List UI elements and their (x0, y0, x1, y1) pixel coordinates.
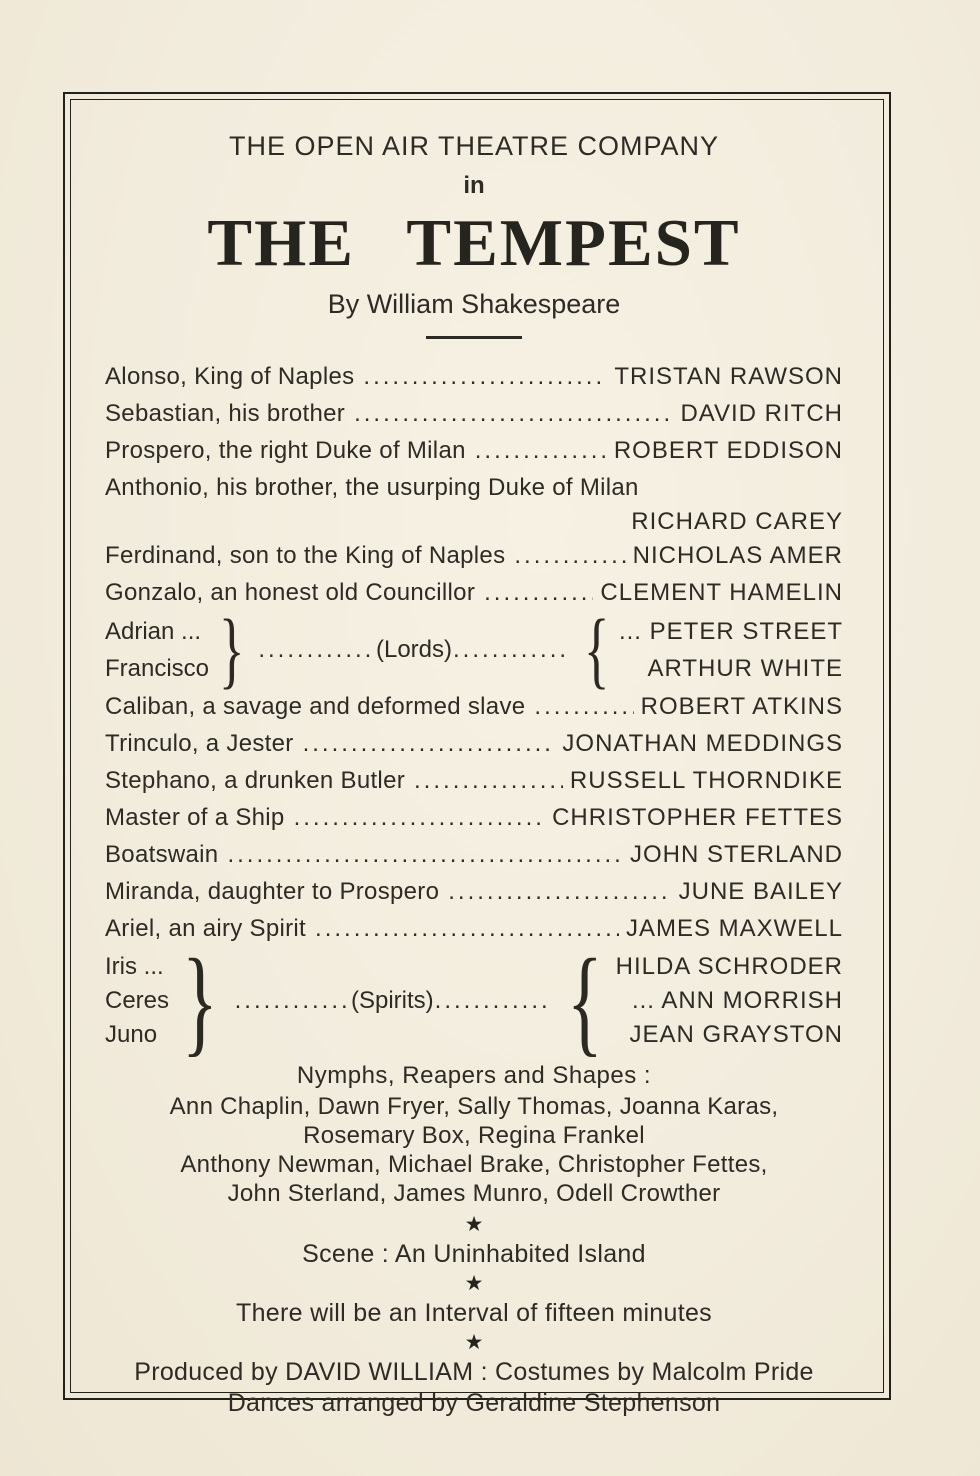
interval-note: There will be an Interval of fifteen minutes (236, 1299, 712, 1328)
cast-actor: JUNE BAILEY (678, 878, 843, 906)
left-brace: { (566, 934, 603, 1068)
cast-role: Adrian ... (105, 617, 202, 645)
double-rule-frame (63, 92, 891, 1418)
cast-actor: ARTHUR WHITE (647, 654, 843, 682)
dotted-leader (258, 636, 375, 664)
cast-actor: CHRISTOPHER FETTES (552, 804, 843, 832)
cast-group-lords (105, 601, 843, 697)
cast-row-stephano (105, 762, 843, 799)
cast-role: Master of a Ship (105, 804, 285, 832)
cast-row-master (105, 799, 843, 836)
ensemble-section (105, 1059, 843, 1208)
cast-role: Juno (105, 1021, 158, 1049)
cast-actor: CLEMENT HAMELIN (600, 579, 843, 606)
cast-role: Ariel, an airy Spirit (105, 915, 307, 943)
cast-role: Caliban, a savage and deformed slave (105, 693, 526, 721)
produced-credit: Produced by DAVID WILLIAM : Costumes by Malcolm Pride (134, 1358, 814, 1387)
group-label: (Spirits) (351, 987, 434, 1015)
cast-actor: JOHN STERLAND (629, 841, 843, 869)
cast-row-boatswain (105, 836, 843, 873)
cast-list (105, 358, 843, 1068)
group-label: (Lords) (375, 635, 453, 663)
cast-row-caliban (105, 688, 843, 725)
dotted-leader (484, 574, 593, 611)
cast-row-prospero (105, 432, 843, 469)
programme-content (71, 100, 883, 1418)
ensemble-line: Anthony Newman, Michael Brake, Christopher Fettes, (180, 1151, 768, 1179)
dotted-leader (363, 358, 607, 395)
header (105, 130, 843, 339)
ensemble-line: John Sterland, James Munro, Odell Crowther (227, 1180, 721, 1208)
dotted-leader (475, 432, 607, 469)
group-actors (619, 613, 843, 687)
right-brace: } (181, 934, 218, 1068)
cast-role: Miranda, daughter to Prospero (105, 878, 440, 906)
cast-actor: ... ANN MORRISH (631, 987, 843, 1015)
group-label-row (235, 987, 550, 1015)
group-roles (105, 613, 209, 687)
cast-row-anthonio (105, 469, 843, 506)
cast-actor: JEAN GRAYSTON (629, 1021, 843, 1049)
dotted-leader (303, 725, 556, 762)
dotted-leader (227, 836, 623, 873)
cast-actor: ROBERT EDDISON (613, 437, 843, 464)
cast-role: Boatswain (105, 841, 219, 869)
cast-actor: NICHOLAS AMER (632, 542, 843, 569)
conjunction-in: in (463, 172, 485, 199)
dances-credit: Dances arranged by Geraldine Stephenson (227, 1389, 721, 1418)
cast-role: Anthonio, his brother, the usurping Duke of Milan (105, 474, 639, 501)
cast-row-alonso (105, 358, 843, 395)
cast-role: Stephano, a drunken Butler (105, 767, 406, 795)
play-title: THE TEMPEST (207, 206, 741, 280)
footer-notes (105, 1210, 843, 1419)
cast-role: Prospero, the right Duke of Milan (105, 437, 466, 464)
cast-actor: JONATHAN MEDDINGS (562, 730, 843, 758)
cast-actor: ... PETER STREET (618, 617, 843, 645)
cast-row-gonzalo (105, 574, 843, 611)
dotted-leader (235, 987, 350, 1015)
cast-actor: RUSSELL THORNDIKE (569, 767, 843, 795)
right-brace: } (218, 601, 245, 697)
cast-row-trinculo (105, 725, 843, 762)
cast-role: Gonzalo, an honest old Councillor (105, 579, 476, 606)
dotted-leader (514, 537, 625, 574)
cast-role: Ceres (105, 987, 170, 1015)
cast-actor: ROBERT ATKINS (640, 693, 843, 721)
cast-actor: TRISTAN RAWSON (614, 363, 843, 390)
cast-row-ferdinand (105, 537, 843, 574)
scene-note: Scene : An Uninhabited Island (302, 1240, 646, 1269)
cast-actor: DAVID RITCH (680, 400, 843, 427)
cast-role: Ferdinand, son to the King of Naples (105, 542, 506, 569)
cast-row-sebastian (105, 395, 843, 432)
author-byline: By William Shakespeare (327, 289, 621, 319)
cast-group-spirits (105, 934, 843, 1068)
inner-rule (70, 99, 884, 1418)
dotted-leader (448, 873, 671, 910)
star-icon: ★ (464, 1331, 484, 1355)
cast-role: Iris ... (105, 953, 164, 981)
cast-row-miranda (105, 873, 843, 910)
dotted-leader (414, 762, 563, 799)
dotted-leader (453, 636, 570, 664)
cast-role: Trinculo, a Jester (105, 730, 294, 758)
dotted-leader (354, 395, 673, 432)
star-icon: ★ (464, 1213, 484, 1237)
group-label-row (258, 636, 569, 664)
cast-role: Francisco (105, 654, 210, 682)
left-brace: { (583, 601, 610, 697)
dotted-leader (294, 799, 546, 836)
divider-rule (426, 336, 522, 339)
ensemble-heading: Nymphs, Reapers and Shapes : (296, 1062, 652, 1090)
group-actors (616, 950, 843, 1052)
ensemble-line: Ann Chaplin, Dawn Fryer, Sally Thomas, Joanna Karas, (169, 1093, 779, 1121)
group-roles (105, 950, 169, 1052)
dotted-leader (435, 987, 550, 1015)
ensemble-line: Rosemary Box, Regina Frankel (303, 1122, 645, 1150)
cast-role: Alonso, King of Naples (105, 363, 355, 390)
company-name: THE OPEN AIR THEATRE COMPANY (228, 131, 720, 161)
cast-actor-anthonio: RICHARD CAREY (631, 508, 843, 535)
cast-actor: JAMES MAXWELL (625, 915, 843, 943)
star-icon: ★ (464, 1272, 484, 1296)
cast-role: Sebastian, his brother (105, 400, 346, 427)
cast-actor: HILDA SCHRODER (615, 953, 843, 981)
